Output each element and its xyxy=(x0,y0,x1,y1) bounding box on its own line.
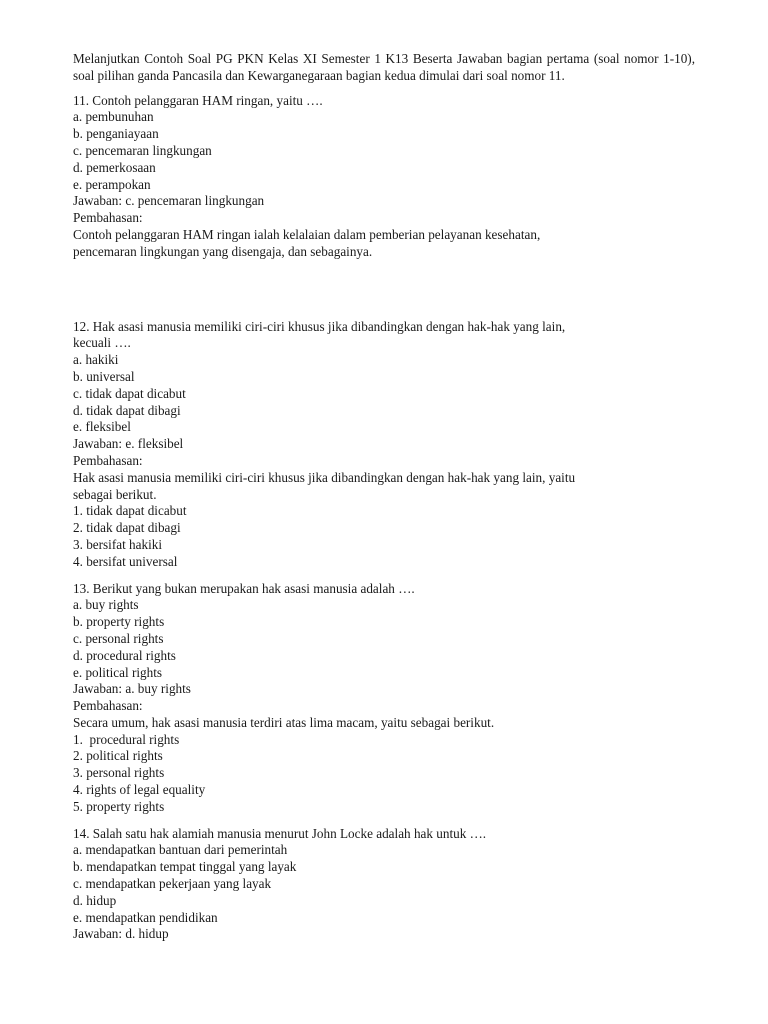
option-b: b. penganiayaan xyxy=(73,126,159,142)
option-e: e. mendapatkan pendidikan xyxy=(73,909,218,925)
list-item: 5. property rights xyxy=(73,798,165,814)
question-11 xyxy=(73,93,695,261)
discussion-line: sebagai berikut. xyxy=(73,486,157,502)
list-item: 1. procedural rights xyxy=(73,731,180,747)
question-text: 14. Salah satu hak alamiah manusia menurut John Locke adalah hak untuk …. xyxy=(73,825,487,841)
option-c: c. mendapatkan pekerjaan yang layak xyxy=(73,876,272,892)
discussion-label: Pembahasan: xyxy=(73,452,143,468)
answer-line: Jawaban: e. fleksibel xyxy=(73,436,184,452)
discussion-line: pencemaran lingkungan yang disengaja, dan sebagainya. xyxy=(73,243,373,259)
list-item: 2. political rights xyxy=(73,748,163,764)
question-text: 12. Hak asasi manusia memiliki ciri-ciri khusus jika dibandingkan dengan hak-hak yang lain, xyxy=(73,318,566,334)
document-page xyxy=(73,51,695,943)
option-d: d. tidak dapat dibagi xyxy=(73,402,181,418)
option-b: b. mendapatkan tempat tinggal yang layak xyxy=(73,859,297,875)
option-a: a. hakiki xyxy=(73,352,119,368)
option-e: e. perampokan xyxy=(73,176,151,192)
option-e: e. fleksibel xyxy=(73,419,131,435)
discussion-label: Pembahasan: xyxy=(73,698,143,714)
discussion-line: Contoh pelanggaran HAM ringan ialah kelalaian dalam pemberian pelayanan kesehatan, xyxy=(73,226,541,242)
option-d: d. pemerkosaan xyxy=(73,159,156,175)
option-c: c. pencemaran lingkungan xyxy=(73,142,212,158)
option-a: a. mendapatkan bantuan dari pemerintah xyxy=(73,842,288,858)
question-12 xyxy=(73,319,695,571)
option-d: d. procedural rights xyxy=(73,647,176,663)
option-b: b. universal xyxy=(73,368,135,384)
option-c: c. tidak dapat dicabut xyxy=(73,385,186,401)
intro-paragraph: Melanjutkan Contoh Soal PG PKN Kelas XI Semester 1 K13 Beserta Jawaban bagian pertama (soal nomor 1-10), soal pilihan ganda Pancasila dan Kewarganegaraan bagian kedua dimulai dari soal nomor 11. xyxy=(73,51,695,83)
option-b: b. property rights xyxy=(73,614,165,630)
list-item: 2. tidak dapat dibagi xyxy=(73,520,181,536)
answer-line: Jawaban: d. hidup xyxy=(73,926,169,942)
discussion-label: Pembahasan: xyxy=(73,210,143,226)
list-item: 3. bersifat hakiki xyxy=(73,536,162,552)
question-14 xyxy=(73,826,695,944)
question-text: 11. Contoh pelanggaran HAM ringan, yaitu …. xyxy=(73,92,323,108)
answer-line: Jawaban: a. buy rights xyxy=(73,681,191,697)
list-item: 4. rights of legal equality xyxy=(73,782,206,798)
option-d: d. hidup xyxy=(73,892,117,908)
option-c: c. personal rights xyxy=(73,630,164,646)
answer-line: Jawaban: c. pencemaran lingkungan xyxy=(73,193,265,209)
list-item: 1. tidak dapat dicabut xyxy=(73,503,187,519)
discussion-line: Secara umum, hak asasi manusia terdiri atas lima macam, yaitu sebagai berikut. xyxy=(73,714,495,730)
option-a: a. buy rights xyxy=(73,597,139,613)
question-text-continued: kecuali …. xyxy=(73,335,131,351)
option-e: e. political rights xyxy=(73,664,162,680)
option-a: a. pembunuhan xyxy=(73,109,154,125)
question-13 xyxy=(73,581,695,816)
list-item: 4. bersifat universal xyxy=(73,553,178,569)
list-item: 3. personal rights xyxy=(73,765,165,781)
discussion-line: Hak asasi manusia memiliki ciri-ciri khusus jika dibandingkan dengan hak-hak yang lain, yaitu xyxy=(73,469,576,485)
question-text: 13. Berikut yang bukan merupakan hak asasi manusia adalah …. xyxy=(73,580,415,596)
